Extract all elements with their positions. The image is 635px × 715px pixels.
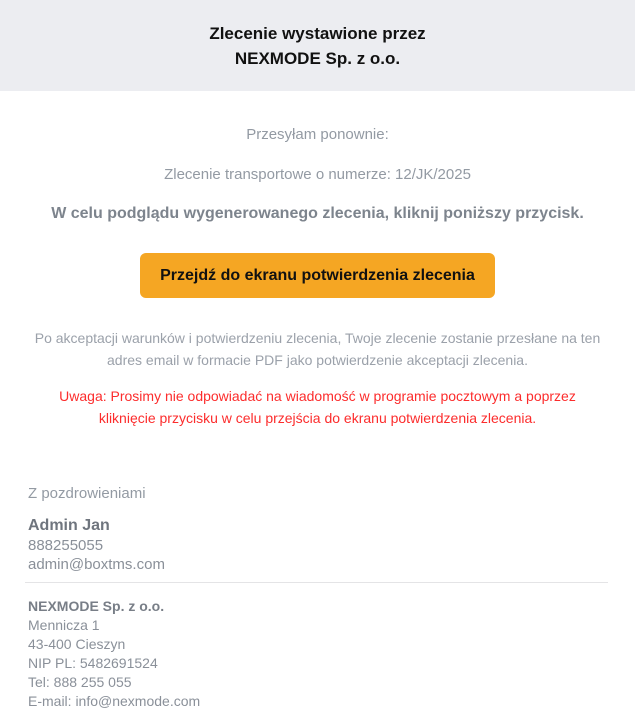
confirmation-note-text: Po akceptacji warunków i potwierdzeniu zlecenia, Twoje zlecenie zostanie przesłane na ten adres email w formacie PDF jako potwierdzenie akceptacji zlecenia. (34, 330, 601, 368)
confirm-order-button[interactable]: Przejdź do ekranu potwierdzenia zlecenia (140, 253, 495, 298)
signature-phone: 888255055 (28, 537, 104, 554)
button-row (0, 253, 635, 298)
warning-note-text: Uwaga: Prosimy nie odpowiadać na wiadomość w programie pocztowym a poprzez kliknięcie przycisku w celu przejścia do ekranu potwierdzenia zlecenia. (59, 388, 576, 426)
signature-email: admin@boxtms.com (28, 556, 165, 573)
signature-name: Admin Jan (28, 517, 110, 534)
email-title-line1: Zlecenie wystawione przez (209, 23, 426, 43)
email-title-line2: NEXMODE Sp. z o.o. (234, 48, 401, 68)
footer-block (28, 597, 635, 711)
email-header (0, 0, 635, 91)
signature-greeting: Z pozdrowieniami (28, 485, 146, 502)
footer-address-line2: 43-400 Cieszyn (28, 636, 126, 652)
footer-phone: Tel: 888 255 055 (28, 674, 132, 690)
footer-divider (25, 582, 608, 583)
instruction-text: W celu podglądu wygenerowanego zlecenia, kliknij poniższy przycisk. (51, 205, 584, 222)
resend-intro-text: Przesyłam ponownie: (246, 126, 389, 143)
order-number-text: Zlecenie transportowe o numerze: 12/JK/2025 (164, 166, 471, 183)
footer-address-line1: Mennicza 1 (28, 617, 100, 633)
footer-company-name: NEXMODE Sp. z o.o. (28, 598, 165, 614)
footer-nip: NIP PL: 5482691524 (28, 655, 158, 671)
footer-email: E-mail: info@nexmode.com (28, 693, 201, 709)
signature-block (28, 485, 635, 574)
